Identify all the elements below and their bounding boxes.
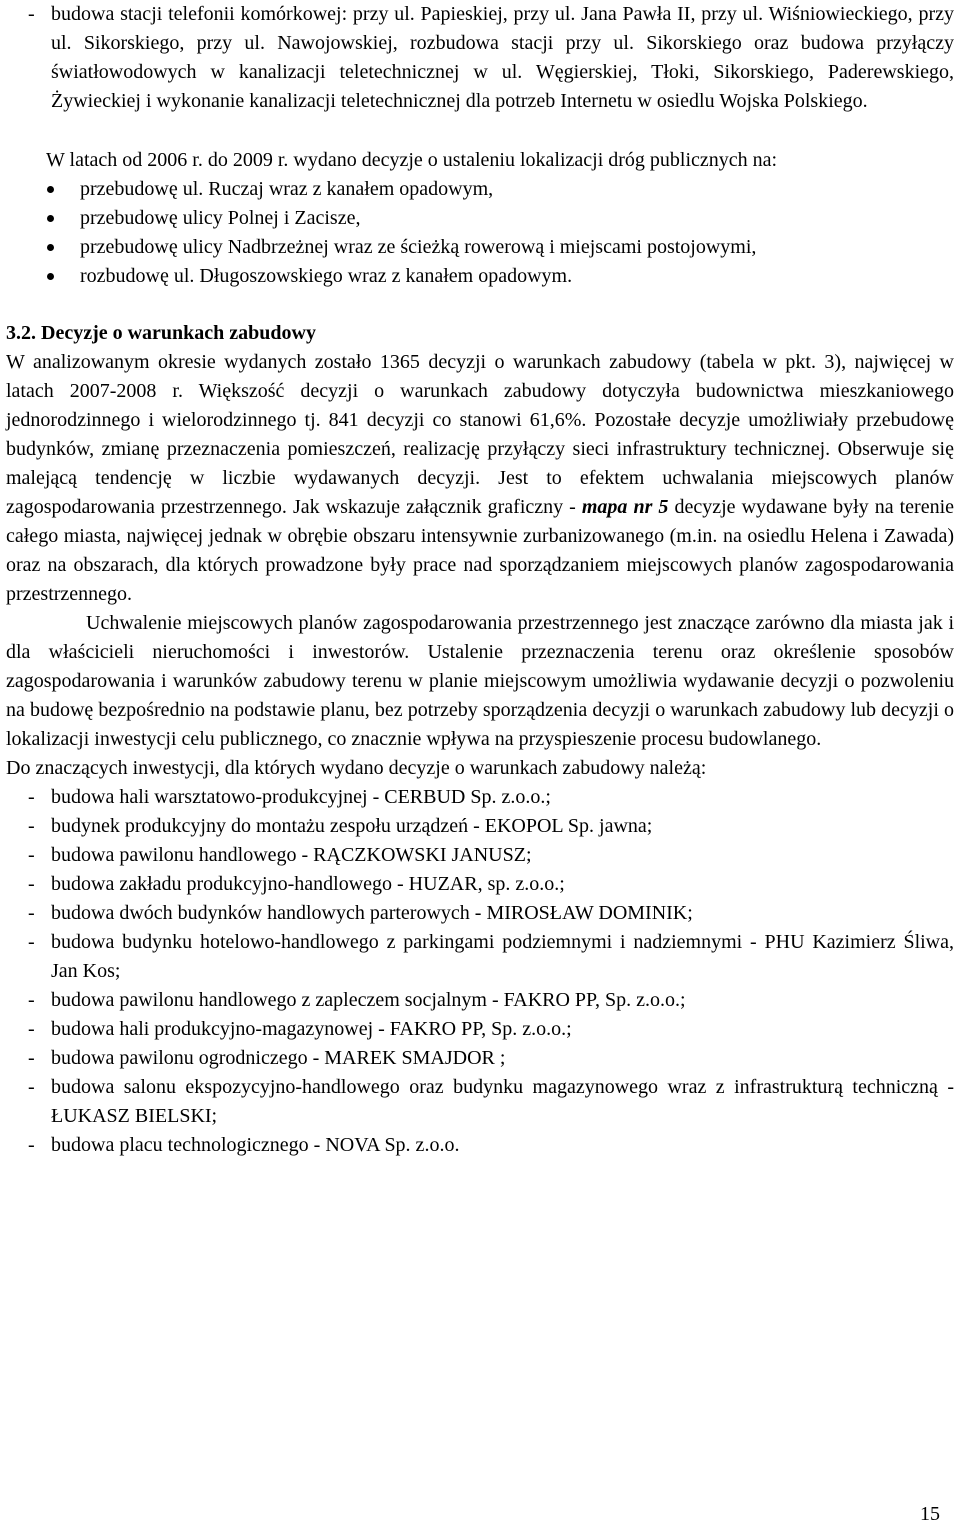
dash-marker: - [28,931,35,953]
document-page [6,0,954,1160]
dash-marker: - [28,873,35,895]
list-item [6,841,954,870]
list-item [6,1073,954,1131]
list-item [6,1044,954,1073]
list-item [6,262,954,291]
dash-marker: - [28,989,35,1011]
list-item [6,783,954,812]
investments-intro: Do znaczących inwestycji, dla których wydano decyzje o warunkach zabudowy należą: [6,757,707,779]
investment-text: budowa pawilonu handlowego - RĄCZKOWSKI JANUSZ; [51,844,532,866]
investment-text: budowa salonu ekspozycyjno-handlowego oraz budynku magazynowego wraz z infrastrukturą techniczną - ŁUKASZ BIELSKI; [51,1076,954,1127]
dash-marker: - [28,1047,35,1069]
dash-marker: - [28,786,35,808]
road-item-text: przebudowę ulicy Polnej i Zacisze, [80,207,361,229]
list-item [6,204,954,233]
investment-text: budowa hali warsztatowo-produkcyjnej - CERBUD Sp. z.o.o.; [51,786,551,808]
investment-text: budynek produkcyjny do montażu zespołu urządzeń - EKOPOL Sp. jawna; [51,815,653,837]
paragraph-text-before: W analizowanym okresie wydanych zostało 1365 decyzji o warunkach zabudowy (tabela w pkt. 3), najwięcej w latach 2007-2008 r. Większość decyzji o warunkach zabudowy dotyczyła budownictwa mieszkaniowego jednorodzinnego i wielorodzinnego tj. 841 decyzji co stanowi 61,6%. Pozostałe decyzje umożliwiały przebudowę budynków, zmianę przeznaczenia pomieszczeń, realizację przyłączy sieci infrastruktury technicznej. Obserwuje się malejącą tendencję w liczbie wydawanych decyzji. Jest to efektem uchwalania miejscowych planów zagospodarowania przestrzennego. Jak wskazuje załącznik graficzny - [6,351,954,518]
list-item [6,1131,954,1160]
investment-text: budowa placu technologicznego - NOVA Sp. z.o.o. [51,1134,460,1156]
page-number: 15 [920,1503,940,1525]
list-item [6,1015,954,1044]
section-title: Decyzje o warunkach zabudowy [41,322,316,344]
paragraph-plans: Uchwalenie miejscowych planów zagospodarowania przestrzennego jest znaczące zarówno dla miasta jak i dla właścicieli nieruchomości i inwestorów. Ustalenie przeznaczenia terenu oraz określenie sposobów zagospodarowania i warunków zabudowy terenu w planie miejscowym umożliwia wydawanie decyzji o pozwoleniu na budowę bezpośrednio na podstawie planu, bez potrzeby sporządzenia decyzji o warunkach zabudowy lub decyzji o lokalizacji inwestycji celu publicznego, co znacznie wpływa na przyspieszenie procesu budowlanego. [6,612,954,750]
bullet-icon [47,273,54,280]
bullet-icon [47,186,54,193]
investments-list [6,783,954,1160]
investment-text: budowa pawilonu ogrodniczego - MAREK SMAJDOR ; [51,1047,506,1069]
section-number: 3.2. [6,322,36,344]
list-item [6,175,954,204]
dash-marker: - [28,3,35,25]
list-item [6,899,954,928]
road-item-text: przebudowę ul. Ruczaj wraz z kanałem opadowym, [80,178,494,200]
dash-marker: - [28,902,35,924]
telecom-item-text: budowa stacji telefonii komórkowej: przy ul. Papieskiej, przy ul. Jana Pawła II, przy ul. Wiśniowieckiego, przy ul. Sikorskiego, przy ul. Nawojowskiej, rozbudowa stacji przy ul. Sikorskiego oraz budowa przyłączy światłowodowych w kanalizacji teletechnicznej w ul. Węgierskiej, Tłoki, Sikorskiego, Paderewskiego, Żywieckiej i wykonanie kanalizacji teletechnicznej dla potrzeb Internetu w osiedlu Wojska Polskiego. [51,3,954,112]
list-item [6,812,954,841]
map-reference: mapa nr 5 [581,496,669,518]
bullet-icon [47,215,54,222]
dash-marker: - [28,1018,35,1040]
investment-text: budowa dwóch budynków handlowych parterowych - MIROSŁAW DOMINIK; [51,902,693,924]
dash-marker: - [28,815,35,837]
investment-text: budowa pawilonu handlowego z zapleczem socjalnym - FAKRO PP, Sp. z.o.o.; [51,989,686,1011]
telecom-list-item [6,0,954,116]
list-item [6,928,954,986]
investment-text: budowa zakładu produkcyjno-handlowego - HUZAR, sp. z.o.o.; [51,873,565,895]
roads-intro-paragraph: W latach od 2006 r. do 2009 r. wydano decyzje o ustaleniu lokalizacji dróg publicznych na: [46,149,778,171]
bullet-icon [47,244,54,251]
section-heading [6,319,954,348]
dash-marker: - [28,1134,35,1156]
dash-marker: - [28,844,35,866]
investment-text: budowa hali produkcyjno-magazynowej - FAKRO PP, Sp. z.o.o.; [51,1018,572,1040]
paragraph-decisions [6,348,954,609]
list-item [6,870,954,899]
dash-marker: - [28,1076,35,1098]
road-item-text: rozbudowę ul. Długoszowskiego wraz z kanałem opadowym. [80,265,573,287]
list-item [6,986,954,1015]
road-item-text: przebudowę ulicy Nadbrzeżnej wraz ze ścieżką rowerową i miejscami postojowymi, [80,236,757,258]
roads-bullet-list [6,175,954,291]
list-item [6,233,954,262]
investment-text: budowa budynku hotelowo-handlowego z parkingami podziemnymi i nadziemnymi - PHU Kazimierz Śliwa, Jan Kos; [51,931,954,982]
paragraph-text-after: decyzje wydawane były na terenie całego miasta, najwięcej jednak w obrębie obszaru intensywnie zurbanizowanego (m.in. na osiedlu Helena i Zawada) oraz na obszarach, dla których prowadzone były prace nad sporządzaniem miejscowych planów zagospodarowania przestrzennego. [6,496,955,605]
